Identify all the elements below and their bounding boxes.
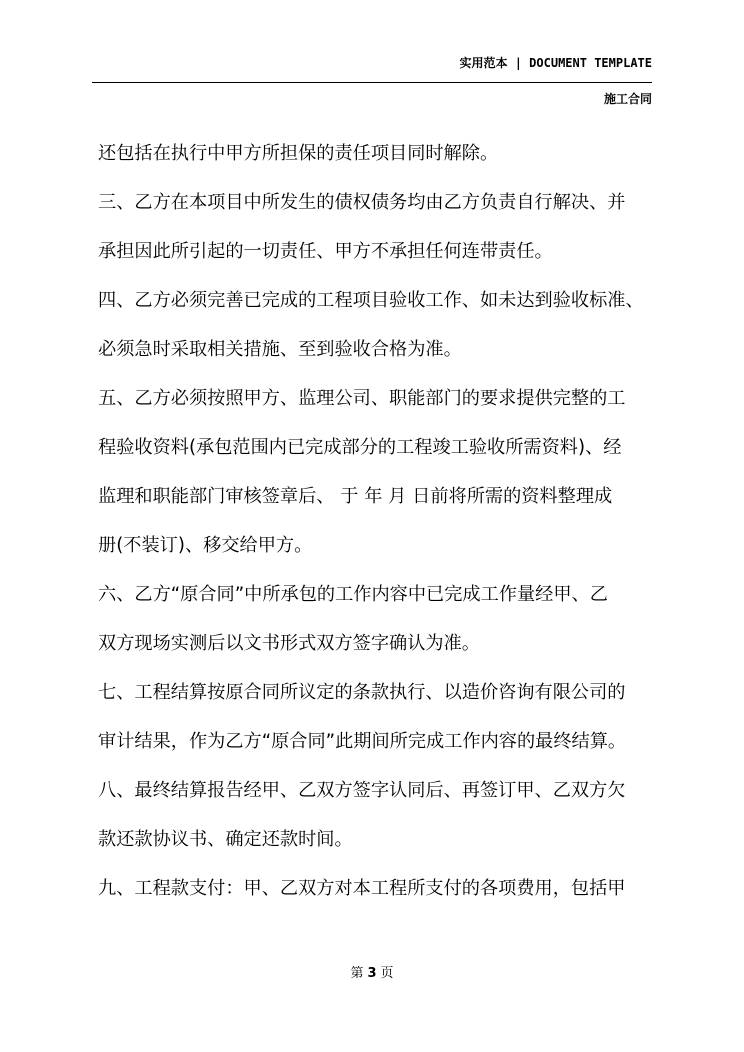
page-prefix: 第 (350, 966, 364, 981)
header-title: 实用范本 | DOCUMENT TEMPLATE (459, 56, 652, 70)
body-line: 八、最终结算报告经甲、乙双方签字认同后、再签订甲、乙双方欠 (98, 780, 626, 801)
body-line: 程验收资料(承包范围内已完成部分的工程竣工验收所需资料)、经 (98, 437, 622, 458)
body-line: 必须急时采取相关措施、至到验收合格为准。 (98, 339, 462, 360)
body-line: 六、乙方“原合同”中所承包的工作内容中已完成工作量经甲、乙 (98, 584, 608, 605)
body-line: 还包括在执行中甲方所担保的责任项目同时解除。 (98, 143, 499, 164)
body-line: 册(不装订)、移交给甲方。 (98, 535, 313, 556)
page-number: 3 (367, 966, 377, 981)
body-line: 承担因此所引起的一切责任、甲方不承担任何连带责任。 (98, 241, 553, 262)
header-subtitle: 施工合同 (603, 92, 652, 106)
body-line: 款还款协议书、确定还款时间。 (98, 829, 353, 850)
body-line: 四、乙方必须完善已完成的工程项目验收工作、如未达到验收标准、 (98, 290, 644, 311)
page-suffix: 页 (380, 966, 394, 981)
header-divider (92, 82, 652, 83)
body-line: 双方现场实测后以文书形式双方签字确认为准。 (98, 633, 480, 654)
body-line: 七、工程结算按原合同所议定的条款执行、以造价咨询有限公司的 (98, 682, 626, 703)
body-line: 监理和职能部门审核签章后、 于 年 月 日前将所需的资料整理成 (98, 486, 613, 507)
page-footer (0, 962, 744, 981)
document-body (98, 137, 658, 921)
body-line: 三、乙方在本项目中所发生的债权债务均由乙方负责自行解决、并 (98, 192, 626, 213)
body-line: 审计结果，作为乙方“原合同”此期间所完成工作内容的最终结算。 (98, 731, 627, 752)
body-line: 五、乙方必须按照甲方、监理公司、职能部门的要求提供完整的工 (98, 388, 626, 409)
body-line: 九、工程款支付：甲、乙双方对本工程所支付的各项费用，包括甲 (98, 878, 626, 899)
